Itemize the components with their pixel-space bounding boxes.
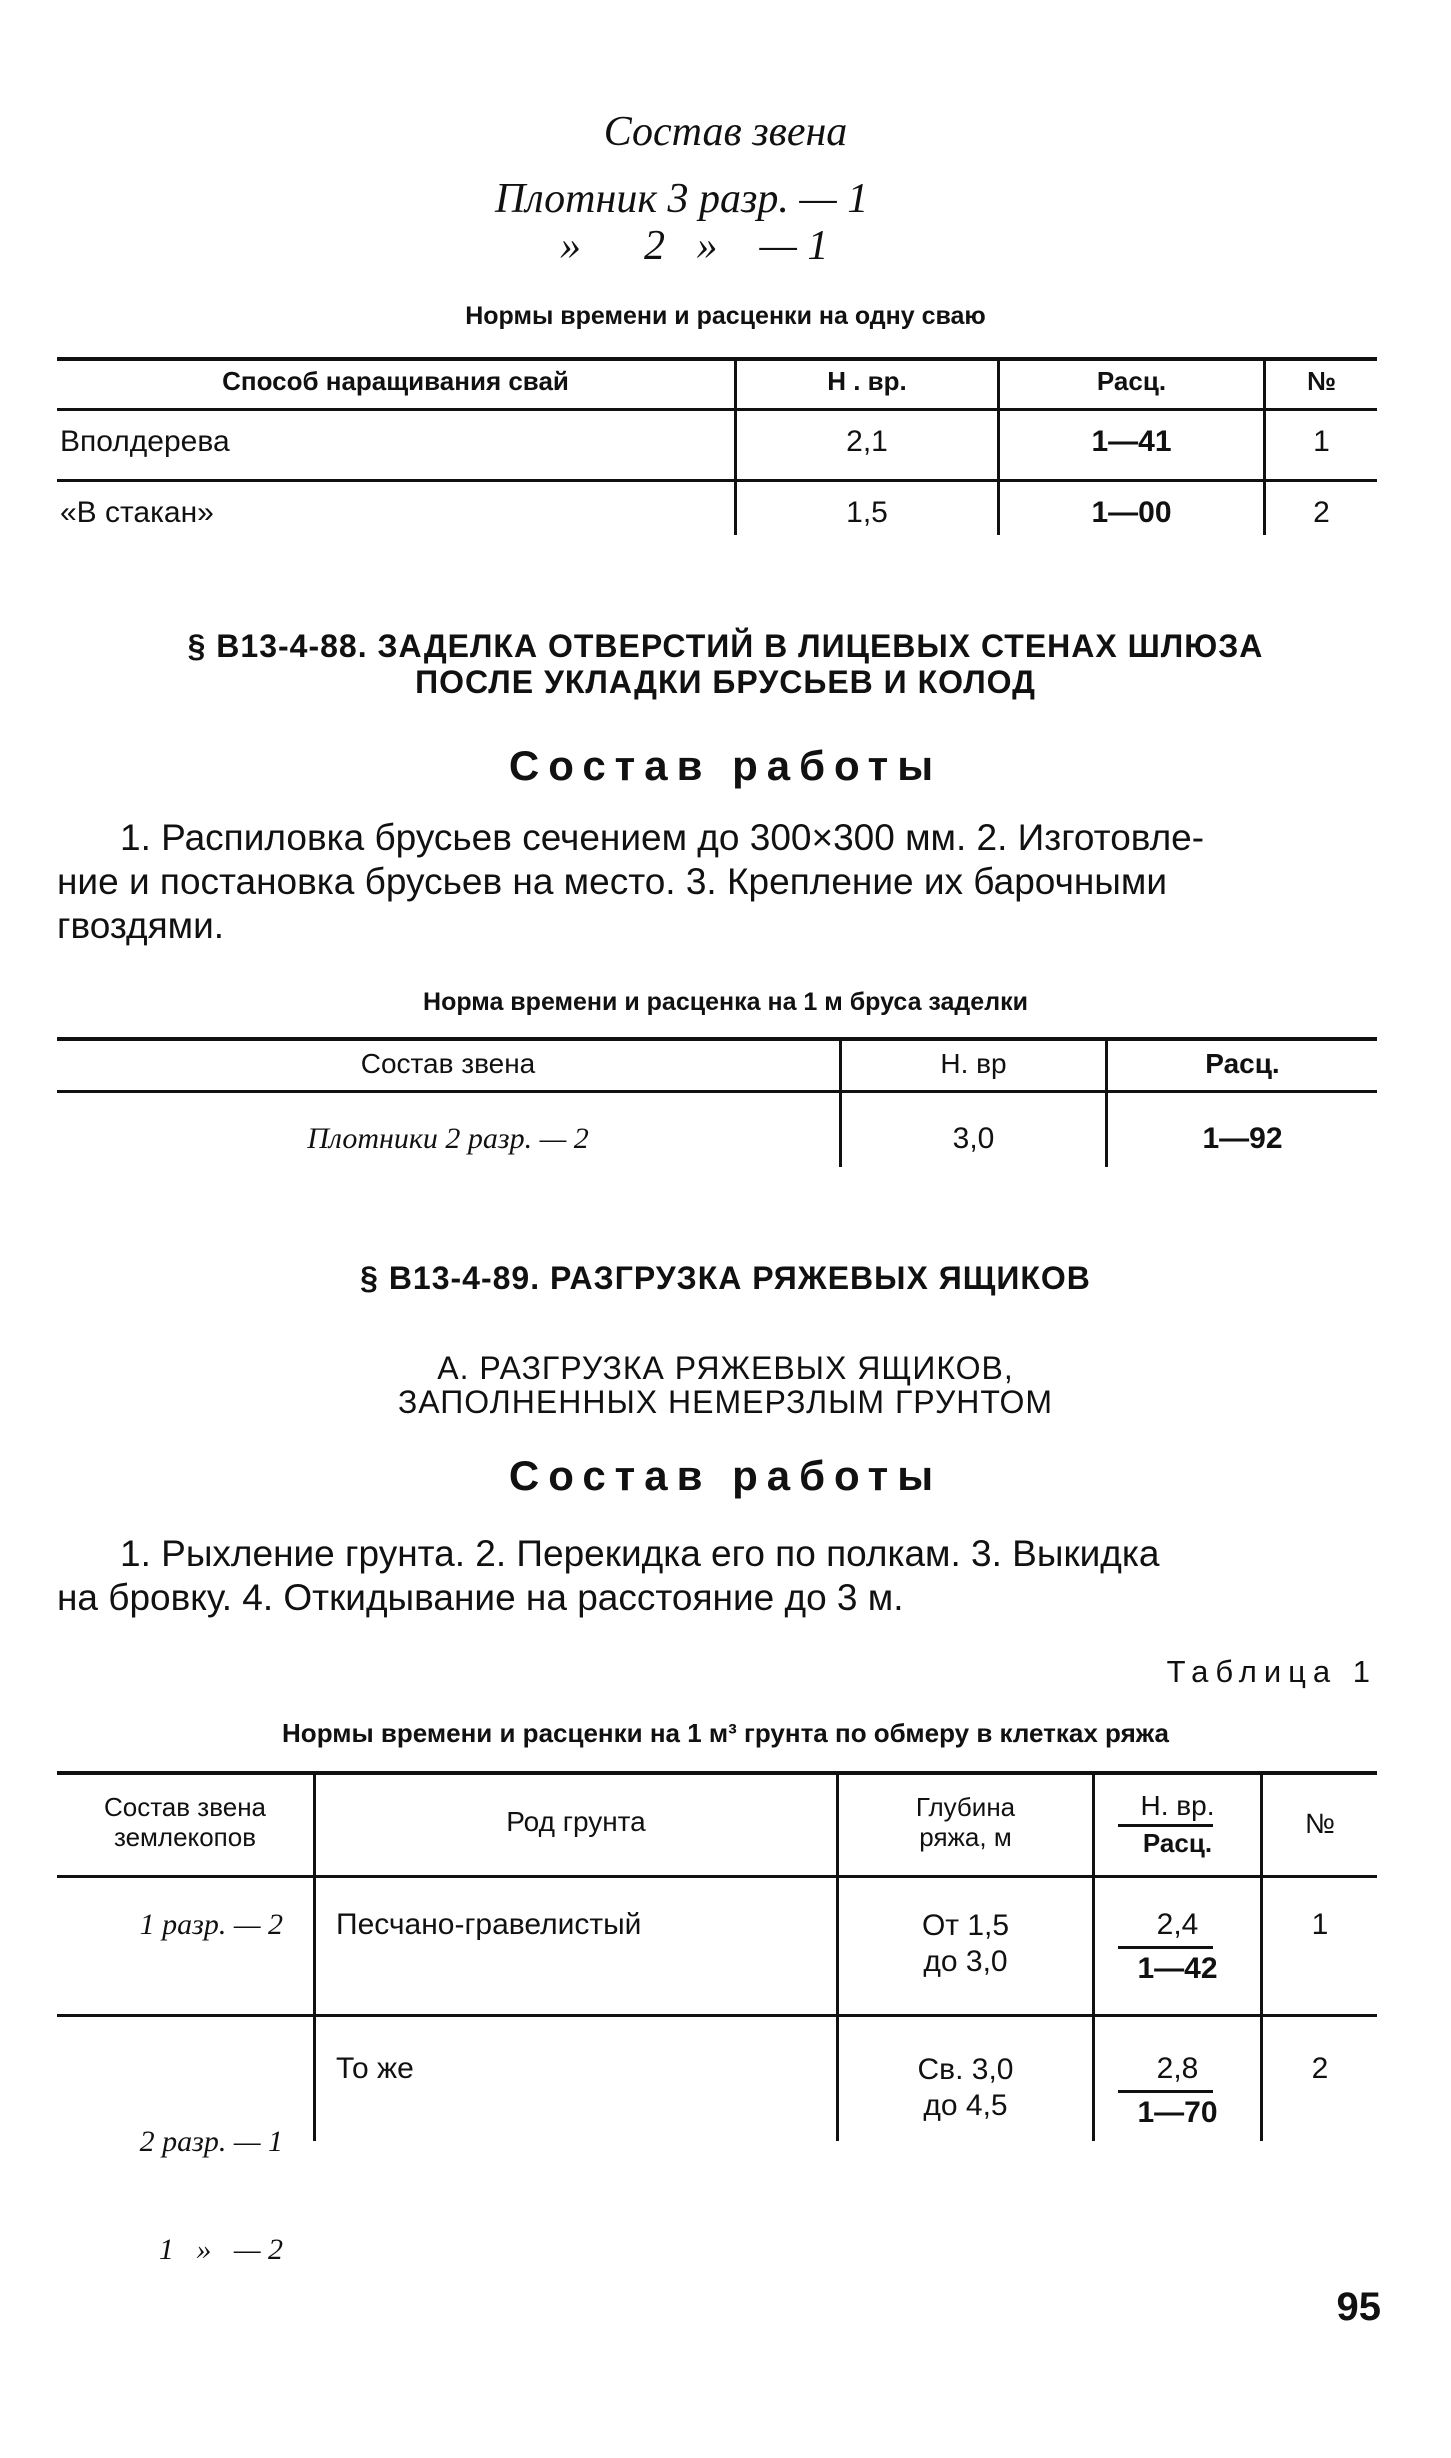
table3-header-depth-line2: ряжа, м (919, 1822, 1012, 1852)
table3-header-num: № (1304, 1808, 1336, 1839)
table1-row1-num: 1 (1313, 425, 1330, 458)
table1-header-method: Способ наращивания свай (222, 366, 569, 396)
table1-row1-time: 2,1 (846, 425, 888, 458)
table3-header-crew (57, 1792, 313, 1852)
table1-header-time: Н . вр. (827, 366, 907, 396)
section88-work-line1: 1. Распиловка брусьев сечением до 300×300 мм. 2. Изготовле- (120, 817, 1205, 858)
table3-row1-depth (839, 1908, 1092, 1980)
table3-row2-crew (57, 2052, 283, 2304)
section89-work-heading: Состав работы (508, 1452, 943, 1499)
table3-header-depth (839, 1792, 1092, 1852)
table3-header-crew-line1: Состав звена (103, 1792, 267, 1822)
table3-row1-depth-line2: до 3,0 (923, 1945, 1008, 1978)
table3-header-crew-line2: землекопов (113, 1822, 257, 1852)
table1-row1-method: Вполдерева (60, 425, 230, 458)
table3-row2-depth-line2: до 4,5 (923, 2089, 1008, 2122)
table1-row2-rate: 1—00 (1091, 496, 1172, 529)
table1-top-rule (57, 357, 1377, 361)
table2-header-crew: Состав звена (360, 1048, 536, 1079)
section88-work-heading: Состав работы (508, 742, 943, 789)
table1-row2-time: 1,5 (846, 496, 888, 529)
table3-row2-crew-line1: 2 разр. — 1 (139, 2125, 283, 2158)
table3-header-depth-line1: Глубина (915, 1792, 1016, 1822)
table1-row-rule (57, 479, 1377, 482)
table3-header-fraction-line (1118, 1824, 1213, 1827)
table3-row1-fraction-line (1118, 1946, 1213, 1949)
table3-row1-time: 2,4 (1156, 1908, 1199, 1941)
table3-row2-fraction-line (1118, 2090, 1213, 2093)
table1-caption: Нормы времени и расценки на одну сваю (465, 302, 986, 330)
section88-title-line2: ПОСЛЕ УКЛАДКИ БРУСЬЕВ И КОЛОД (415, 664, 1036, 700)
section88-work-line2: ние и постановка брусьев на место. 3. Крепление их барочными (57, 861, 1167, 902)
table3-row2-rate: 1—70 (1137, 2096, 1218, 2129)
table3-row2-time: 2,8 (1156, 2052, 1199, 2085)
table3-row2-num: 2 (1311, 2052, 1329, 2085)
section88-work-line3: гвоздями. (57, 905, 225, 946)
table2-top-rule (57, 1037, 1377, 1041)
table3-top-rule (57, 1771, 1377, 1775)
table1-header-rate: Расц. (1096, 366, 1167, 396)
table3-row2-depth-line1: Св. 3,0 (917, 2053, 1014, 2086)
table3-row2-depth (839, 2052, 1092, 2124)
table2-row1-rate: 1—92 (1202, 1122, 1283, 1155)
table3-header-rule (57, 1875, 1377, 1878)
table3-row1-num: 1 (1311, 1908, 1329, 1941)
table-label: Таблица 1 (1166, 1654, 1377, 1689)
table1-row1-rate: 1—41 (1091, 425, 1172, 458)
table3-row2-crew-line2: 1 » — 2 (158, 2233, 283, 2266)
table1-header-rule (57, 408, 1377, 411)
table3-row1-crew: 1 разр. — 2 (139, 1908, 283, 1941)
crew-line-2: » 2 » — 1 (560, 223, 829, 269)
table2-caption: Норма времени и расценка на 1 м бруса заделки (423, 988, 1028, 1016)
table3-header-time: Н. вр. (1140, 1790, 1215, 1821)
crew-line-1: Плотник 3 разр. — 1 (495, 176, 869, 222)
table3-row1-soil: Песчано-гравелистый (336, 1908, 642, 1941)
table3-caption: Нормы времени и расценки на 1 м³ грунта по обмеру в клетках ряжа (282, 1718, 1169, 1748)
table2-header-time: Н. вр (940, 1048, 1007, 1079)
table2-row1-crew: Плотники 2 разр. — 2 (307, 1122, 589, 1155)
page-number: 95 (1336, 2285, 1381, 2329)
table1-row2-num: 2 (1313, 496, 1330, 529)
table1-row2-method: «В стакан» (60, 496, 214, 529)
section89-work-line2: на бровку. 4. Откидывание на расстояние до 3 м. (57, 1577, 904, 1618)
section89-work-line1: 1. Рыхление грунта. 2. Перекидка его по полкам. 3. Выкидка (120, 1533, 1160, 1574)
crew-title: Состав звена (603, 109, 848, 155)
table3-header-soil: Род грунта (506, 1806, 646, 1837)
section89-subtitle-line1: А. РАЗГРУЗКА РЯЖЕВЫХ ЯЩИКОВ, (437, 1350, 1014, 1386)
table3-header-rate: Расц. (1142, 1828, 1213, 1858)
section88-title-line1: § В13-4-88. ЗАДЕЛКА ОТВЕРСТИЙ В ЛИЦЕВЫХ СТЕНАХ ШЛЮЗА (187, 628, 1264, 664)
table3-row-rule (57, 2014, 1377, 2017)
table3-row1-rate: 1—42 (1137, 1952, 1218, 1985)
table2-row1-time: 3,0 (952, 1122, 995, 1155)
table3-row1-depth-line1: От 1,5 (921, 1909, 1010, 1942)
section89-subtitle-line2: ЗАПОЛНЕННЫХ НЕМЕРЗЛЫМ ГРУНТОМ (397, 1384, 1054, 1420)
table2-header-rule (57, 1090, 1377, 1093)
table1-header-num: № (1307, 366, 1336, 396)
table2-header-rate: Расц. (1205, 1048, 1280, 1079)
table3-row2-soil: То же (336, 2052, 414, 2085)
section89-title: § В13-4-89. РАЗГРУЗКА РЯЖЕВЫХ ЯЩИКОВ (360, 1260, 1091, 1296)
